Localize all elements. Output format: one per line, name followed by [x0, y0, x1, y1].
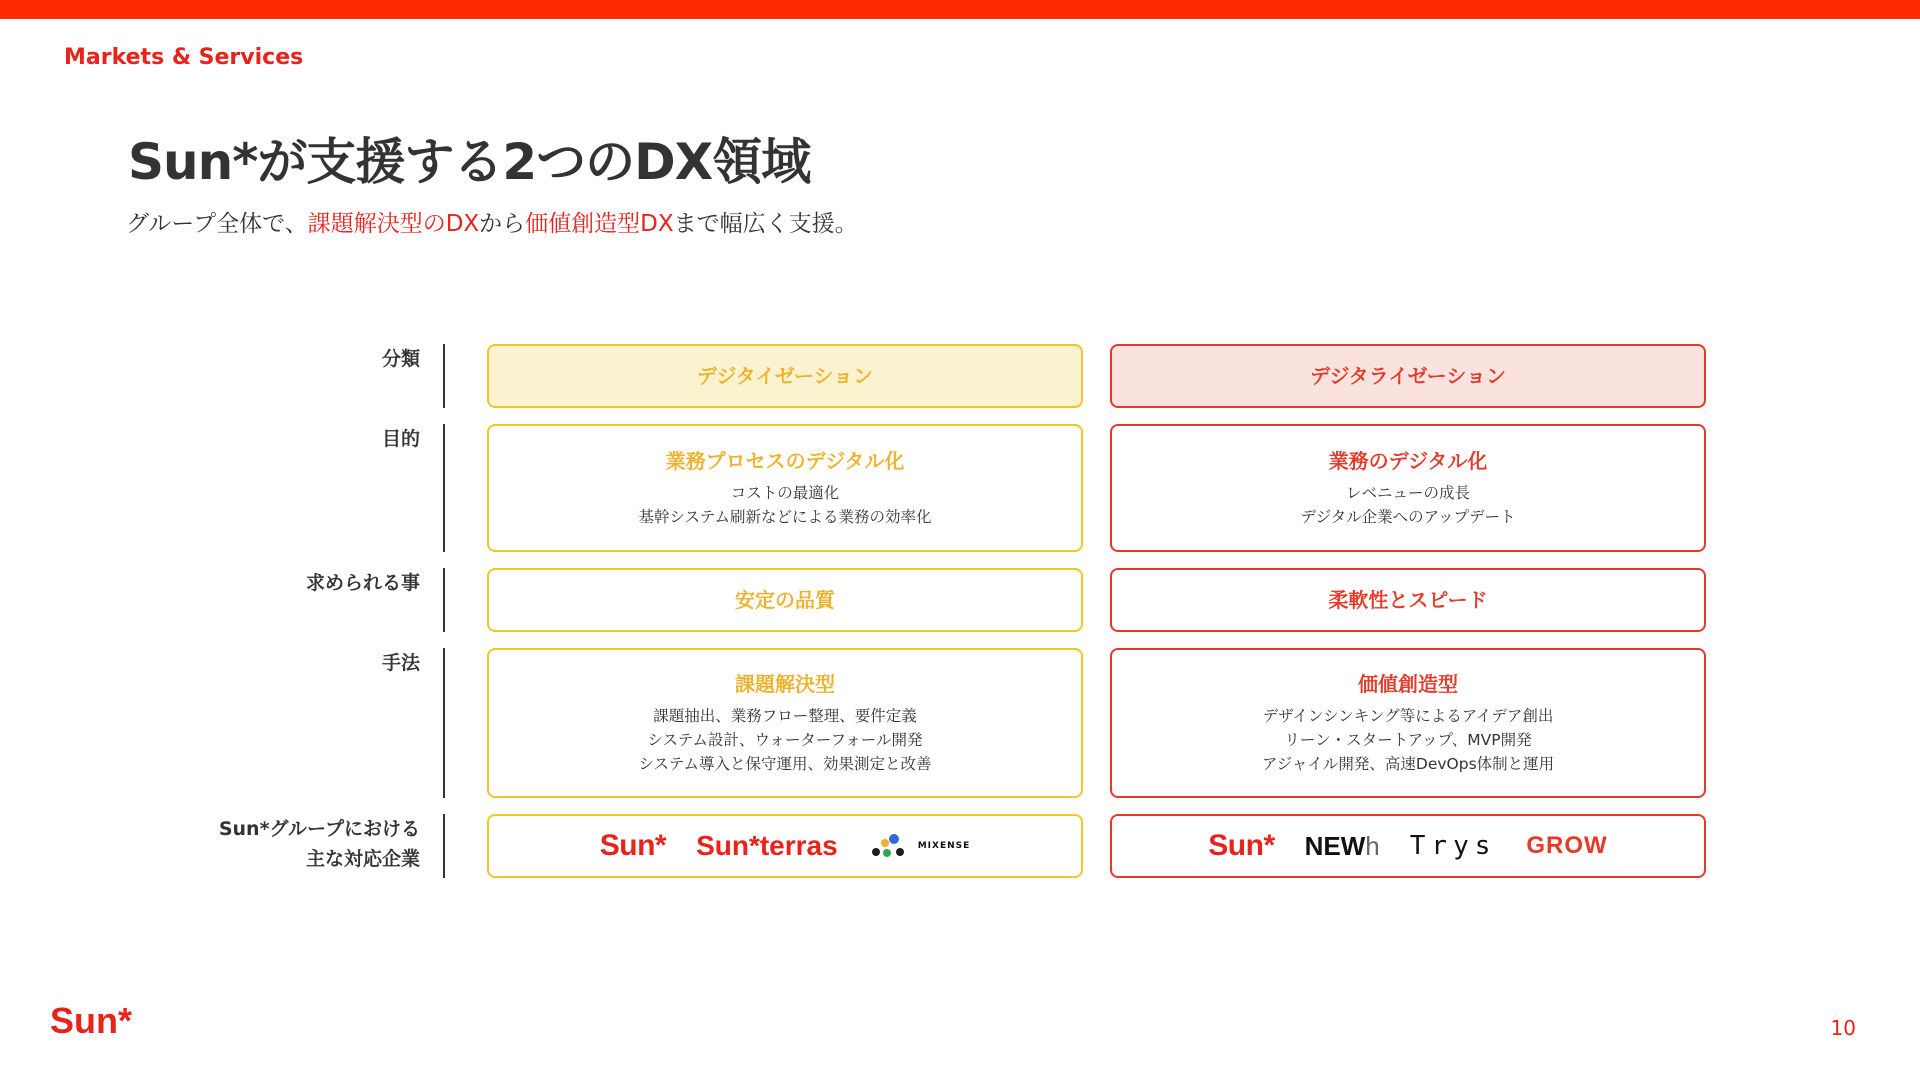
left-method-box — [487, 648, 1083, 798]
newh-wordmark-suffix: h — [1365, 830, 1380, 861]
row-label-companies-line: 主な対応企業 — [305, 848, 420, 870]
left-category-title: デジタイゼーション — [696, 364, 874, 388]
page-number: 10 — [1830, 1016, 1856, 1040]
newh-wordmark: NEW — [1304, 830, 1366, 861]
left-requirement-title: 安定の品質 — [735, 588, 835, 612]
row-divider — [443, 424, 445, 552]
subtitle-highlight: 価値創造型DX — [525, 211, 674, 237]
right-requirement-title: 柔軟性とスピード — [1328, 588, 1488, 612]
right-category-box — [1110, 344, 1706, 408]
subtitle-highlight: 課題解決型のDX — [307, 211, 480, 237]
left-purpose-line: 基幹システム刷新などによる業務の効率化 — [638, 508, 932, 526]
sun-asterisk-logo: Sun* — [1208, 829, 1275, 862]
row-divider — [443, 814, 445, 878]
left-method-line: 課題抽出、業務フロー整理、要件定義 — [653, 707, 917, 725]
left-companies-box — [487, 814, 1083, 878]
newh-logo — [1305, 831, 1380, 862]
right-requirement-box — [1110, 568, 1706, 632]
row-label-companies — [120, 814, 420, 874]
sun-asterisk-logo: Sun* — [599, 829, 667, 862]
page-title: Sun*が支援する2つのDX領域 — [128, 133, 811, 191]
right-category-title: デジタライゼーション — [1310, 364, 1506, 388]
footer-logo: Sun* — [50, 1000, 133, 1041]
mixense-wordmark: MIXENSE — [917, 841, 971, 851]
right-purpose-line: デジタル企業へのアップデート — [1300, 508, 1516, 526]
row-label-companies-line: Sun*グループにおける — [218, 818, 420, 840]
section-label: Markets & Services — [64, 45, 304, 70]
left-method-title: 課題解決型 — [735, 672, 835, 696]
right-companies-box — [1110, 814, 1706, 878]
right-purpose-title: 業務のデジタル化 — [1328, 449, 1488, 473]
row-label-method: 手法 — [381, 652, 420, 674]
left-requirement-box — [487, 568, 1083, 632]
sun-terras-logo: Sun*terras — [696, 830, 838, 861]
row-label-category: 分類 — [381, 348, 420, 370]
left-method-line: システム導入と保守運用、効果測定と改善 — [638, 755, 932, 773]
subtitle-part: グループ全体で、 — [126, 211, 308, 237]
grow-logo: GROW — [1526, 832, 1608, 859]
right-method-line: デザインシンキング等によるアイデア創出 — [1262, 707, 1554, 725]
left-category-box — [487, 344, 1083, 408]
mixense-dots-icon — [868, 832, 908, 860]
row-divider — [443, 648, 445, 798]
right-method-line: アジャイル開発、高速DevOps体制と運用 — [1261, 755, 1555, 773]
left-method-line: システム設計、ウォーターフォール開発 — [647, 731, 923, 749]
top-accent-bar — [0, 0, 1920, 19]
left-purpose-title: 業務プロセスのデジタル化 — [665, 449, 905, 473]
right-method-title: 価値創造型 — [1358, 672, 1458, 696]
row-label-purpose: 目的 — [381, 428, 420, 450]
trys-logo: Trys — [1409, 831, 1497, 861]
mixense-logo — [868, 832, 971, 860]
right-purpose-line: レベニューの成長 — [1345, 484, 1470, 502]
left-purpose-box — [487, 424, 1083, 552]
row-divider — [443, 344, 445, 408]
subtitle-part: まで幅広く支援。 — [673, 211, 858, 237]
subtitle — [126, 205, 858, 238]
left-purpose-line: コストの最適化 — [730, 484, 840, 502]
subtitle-part: から — [479, 211, 526, 237]
right-purpose-box — [1110, 424, 1706, 552]
right-method-box — [1110, 648, 1706, 798]
right-method-line: リーン・スタートアップ、MVP開発 — [1284, 731, 1532, 749]
row-divider — [443, 568, 445, 632]
row-label-requirement: 求められる事 — [305, 572, 420, 594]
